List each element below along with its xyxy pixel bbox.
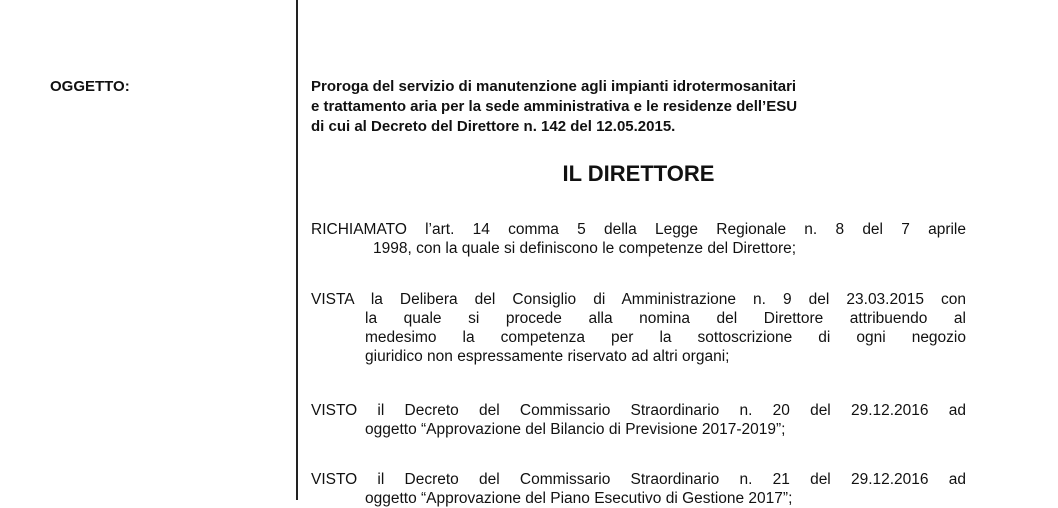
paragraph-line: la quale si procede alla nomina del Direttore attribuendo al xyxy=(365,310,966,327)
oggetto-label: OGGETTO: xyxy=(50,78,130,95)
paragraph-first-line: RICHIAMATO l’art. 14 comma 5 della Legge Regionale n. 8 del 7 aprile xyxy=(311,221,966,238)
paragraph-visto-piano xyxy=(311,470,966,508)
paragraph-first-line: VISTO il Decreto del Commissario Straordinario n. 20 del 29.12.2016 ad xyxy=(311,402,966,419)
subject-line: di cui al Decreto del Direttore n. 142 del 12.05.2015. xyxy=(311,118,676,135)
subject-text xyxy=(311,77,971,137)
paragraph-line: giuridico non espressamente riservato ad altri organi; xyxy=(365,348,730,365)
paragraph-line: oggetto “Approvazione del Piano Esecutivo di Gestione 2017”; xyxy=(365,490,793,507)
paragraph-first-line: VISTA la Delibera del Consiglio di Amministrazione n. 9 del 23.03.2015 con xyxy=(311,291,966,308)
paragraph-visto-bilancio xyxy=(311,401,966,439)
paragraph-line: oggetto “Approvazione del Bilancio di Previsione 2017-2019”; xyxy=(365,421,786,438)
paragraph-vista xyxy=(311,290,966,366)
paragraph-first-line: VISTO il Decreto del Commissario Straordinario n. 21 del 29.12.2016 ad xyxy=(311,471,966,488)
paragraph-line: medesimo la competenza per la sottoscrizione di ogni negozio xyxy=(365,329,966,346)
paragraph-richiamato xyxy=(311,220,966,258)
paragraph-line: 1998, con la quale si definiscono le competenze del Direttore; xyxy=(373,240,797,257)
subject-line: Proroga del servizio di manutenzione agli impianti idrotermosanitari xyxy=(311,78,797,95)
page-heading: IL DIRETTORE xyxy=(562,161,715,186)
vertical-divider xyxy=(296,0,298,500)
subject-line: e trattamento aria per la sede amministrativa e le residenze dell’ESU xyxy=(311,98,798,115)
